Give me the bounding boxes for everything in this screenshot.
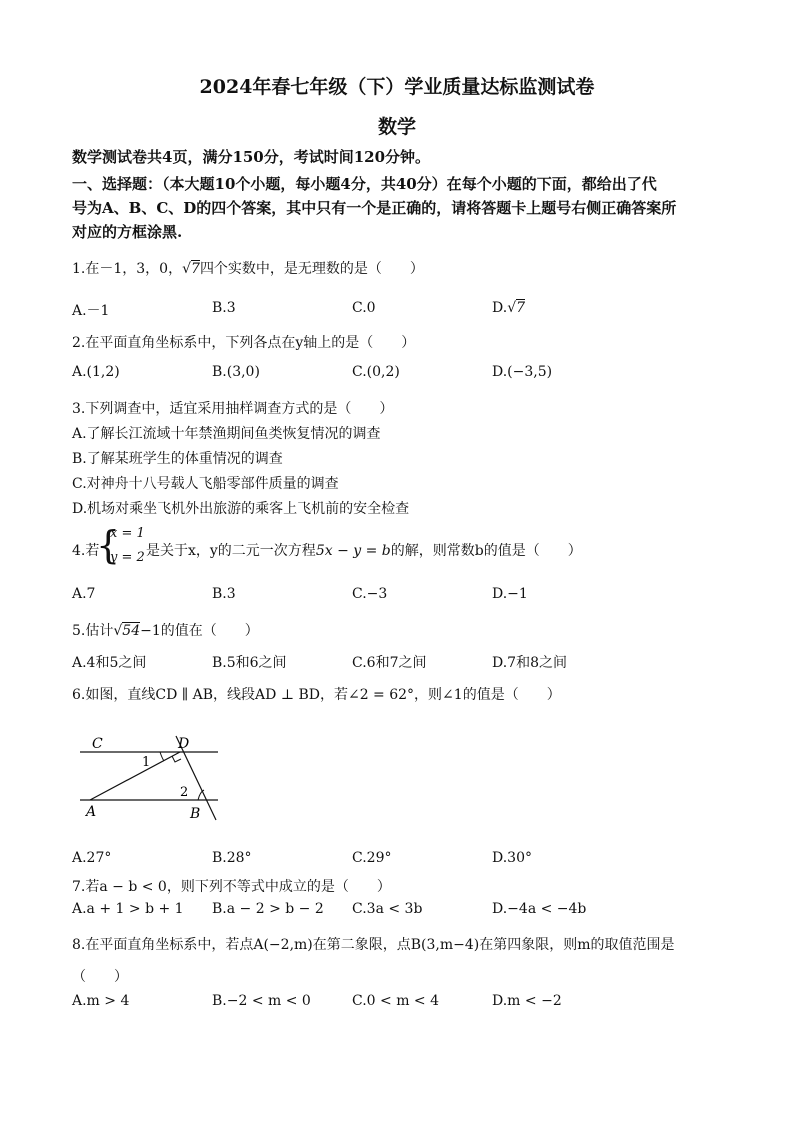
q5-stem-part-a: 5.估计 (72, 623, 114, 639)
section-instructions-line-2: 号为A、B、C、D的四个答案，其中只有一个是正确的，请将答题卡上题号右侧正确答案所 (72, 199, 677, 217)
exam-intro: 数学测试卷共4页，满分150分，考试时间120分钟。 (72, 148, 431, 166)
q6-option-c[interactable]: C.29° (352, 850, 392, 866)
q8-option-a[interactable]: A.m > 4 (72, 993, 130, 1009)
label-angle-2: 2 (180, 785, 189, 800)
label-c: C (92, 736, 103, 752)
section-instructions-line-1: 一、选择题：（本大题10个小题，每小题4分，共40分）在每个小题的下面，都给出了代 (72, 175, 657, 193)
q3-option-d[interactable]: D.机场对乘坐飞机外出旅游的乘客上飞机前的安全检查 (72, 501, 410, 517)
q4-equation-2: y = 2 (110, 550, 145, 565)
q4-equation: 5x − y = b (315, 543, 391, 559)
q3-option-b[interactable]: B.了解某班学生的体重情况的调查 (72, 451, 283, 467)
q1-stem-part-b: 四个实数中，是无理数的是（ ） (199, 261, 424, 277)
system-brace: { (96, 523, 121, 567)
q2-option-b[interactable]: B.(3,0) (212, 364, 260, 380)
question-3-stem: 3.下列调查中，适宜采用抽样调查方式的是（ ） (72, 401, 394, 417)
question-6-stem: 6.如图，直线CD ∥ AB，线段AD ⊥ BD，若∠2 = 62°，则∠1的值是（ ） (72, 687, 561, 703)
q1-option-d-radicand: 7 (516, 300, 526, 316)
q5-option-d[interactable]: D.7和8之间 (492, 655, 567, 671)
q2-option-d[interactable]: D.(−3,5) (492, 364, 553, 380)
q8-option-d[interactable]: D.m < −2 (492, 993, 562, 1009)
q6-option-b[interactable]: B.28° (212, 850, 252, 866)
q4-option-d[interactable]: D.−1 (492, 586, 528, 602)
q1-option-a[interactable]: A.－1 (72, 303, 110, 319)
q1-option-b[interactable]: B.3 (212, 300, 236, 316)
q1-option-c[interactable]: C.0 (352, 300, 376, 316)
q7-option-a[interactable]: A.a + 1 > b + 1 (72, 901, 184, 917)
q4-stem-prefix: 4.若 (72, 543, 100, 559)
q1-radicand: 7 (191, 261, 200, 277)
q7-option-b[interactable]: B.a − 2 > b − 2 (212, 901, 324, 917)
sqrt-symbol: √ (507, 300, 517, 316)
question-5-stem (72, 620, 259, 640)
segment-ad (90, 752, 180, 800)
question-8-stem: 8.在平面直角坐标系中，若点A(−2,m)在第二象限，点B(3,m−4)在第四象限，则m的取值范围是 (72, 937, 675, 953)
angle-1-arc (160, 752, 164, 761)
angle-2-arc (198, 790, 204, 800)
question-4-stem (146, 540, 582, 560)
question-2-stem: 2.在平面直角坐标系中，下列各点在y轴上的是（ ） (72, 335, 416, 351)
q6-option-d[interactable]: D.30° (492, 850, 532, 866)
question-1-stem (72, 258, 424, 278)
question-7-stem: 7.若a − b < 0，则下列不等式中成立的是（ ） (72, 879, 391, 895)
exam-title: 2024年春七年级（下）学业质量达标监测试卷 (199, 76, 595, 98)
right-angle-mark (172, 756, 181, 762)
q1-option-d[interactable] (492, 300, 525, 316)
label-d: D (178, 736, 190, 752)
q4-stem-part-b: 是关于x，y的二元一次方程 (146, 543, 316, 559)
q4-option-c[interactable]: C.−3 (352, 586, 388, 602)
q6-option-a[interactable]: A.27° (72, 850, 112, 866)
q4-option-b[interactable]: B.3 (212, 586, 236, 602)
label-b: B (190, 806, 201, 822)
q2-option-c[interactable]: C.(0,2) (352, 364, 400, 380)
q5-option-c[interactable]: C.6和7之间 (352, 655, 427, 671)
q8-option-c[interactable]: C.0 < m < 4 (352, 993, 440, 1009)
question-8-answer-blank: （ ） (72, 969, 128, 985)
q4-option-a[interactable]: A.7 (72, 586, 96, 602)
sqrt-symbol: √ (113, 623, 123, 639)
label-a: A (86, 804, 97, 820)
q5-option-b[interactable]: B.5和6之间 (212, 655, 287, 671)
q1-stem-part-a: 1.在－1，3，0， (72, 261, 183, 277)
q7-option-d[interactable]: D.−4a < −4b (492, 901, 587, 917)
sqrt-symbol: √ (182, 261, 192, 277)
q5-option-a[interactable]: A.4和5之间 (72, 655, 147, 671)
q3-option-c[interactable]: C.对神舟十八号载人飞船零部件质量的调查 (72, 476, 339, 492)
q6-figure (76, 728, 226, 828)
q3-option-a[interactable]: A.了解长江流域十年禁渔期间鱼类恢复情况的调查 (72, 426, 381, 442)
subject-title: 数学 (377, 116, 416, 138)
q2-option-a[interactable]: A.(1,2) (72, 364, 120, 380)
q4-equation-1: x = 1 (110, 526, 145, 541)
label-angle-1: 1 (142, 755, 151, 770)
q7-option-c[interactable]: C.3a < 3b (352, 901, 423, 917)
q4-stem-part-c: 的解，则常数b的值是（ ） (390, 543, 582, 559)
section-instructions-line-3: 对应的方框涂黑. (72, 223, 183, 241)
q1-option-d-prefix: D. (492, 300, 508, 316)
q5-stem-part-b: −1的值在（ ） (140, 623, 259, 639)
q8-option-b[interactable]: B.−2 < m < 0 (212, 993, 311, 1009)
q5-radicand: 54 (122, 623, 141, 639)
